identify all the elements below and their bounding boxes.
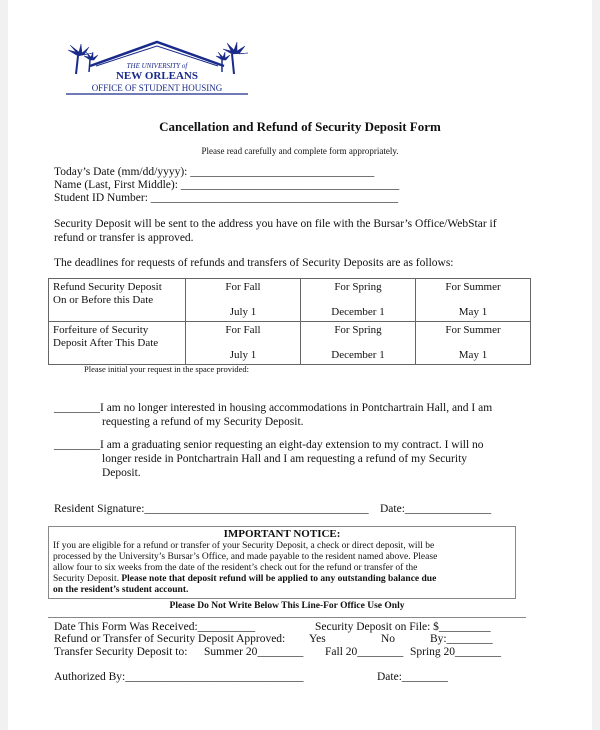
approved-no[interactable]: No	[381, 633, 396, 645]
important-notice	[48, 526, 516, 599]
date-received-field[interactable]: Date This Form Was Received:__________	[54, 621, 256, 633]
notice-line: Security Deposit. Please note that deposit refund will be applied to any outstanding balance due	[53, 574, 437, 584]
form-subtitle: Please read carefully and complete form appropriately.	[201, 146, 399, 156]
student-id-field[interactable]: Student ID Number: ___________________________________________	[54, 192, 399, 204]
initial-note: Please initial your request in the space provided:	[84, 364, 249, 374]
notice-line: allow four to six weeks from the date of the resident’s check out for the refund or transfer of the	[53, 563, 418, 573]
table-cell: For Summer May 1	[416, 279, 531, 322]
table-cell: For Spring December 1	[301, 279, 416, 322]
deadlines-intro: The deadlines for requests of refunds and transfers of Security Deposits are as follows:	[54, 257, 454, 269]
row-label: Forfeiture of Security Deposit After This Date	[49, 322, 186, 365]
resident-signature-field[interactable]: Resident Signature:_______________________________________	[54, 503, 369, 515]
approved-by-field[interactable]: By:________	[430, 633, 493, 645]
university-logo	[62, 38, 252, 100]
logo-line-2: NEW ORLEANS	[115, 70, 199, 82]
authorized-by-field[interactable]: Authorized By:_______________________________	[54, 671, 304, 683]
transfer-label: Transfer Security Deposit to:	[54, 646, 188, 658]
approved-yes[interactable]: Yes	[309, 633, 326, 645]
transfer-fall-field[interactable]: Fall 20________	[325, 646, 404, 658]
logo-line-3: OFFICE OF STUDENT HOUSING	[91, 83, 223, 93]
authorized-date-field[interactable]: Date:________	[377, 671, 448, 683]
form-title: Cancellation and Refund of Security Deposit Form	[159, 119, 441, 134]
transfer-spring-field[interactable]: Spring 20________	[410, 646, 502, 658]
table-cell: For Summer May 1	[416, 322, 531, 365]
notice-title: IMPORTANT NOTICE:	[223, 528, 341, 540]
signature-date-field[interactable]: Date:_______________	[380, 503, 492, 515]
row-label: Refund Security Deposit On or Before this Date	[49, 279, 186, 322]
notice-line: If you are eligible for a refund or transfer of your Security Deposit, a check or direct deposit, will be	[53, 541, 435, 551]
divider	[48, 617, 526, 618]
approved-label: Refund or Transfer of Security Deposit Approved:	[54, 633, 286, 645]
form-page	[8, 0, 592, 730]
table-cell: For Fall July 1	[186, 322, 301, 365]
office-use-heading: Please Do Not Write Below This Line-For Office Use Only	[169, 601, 405, 611]
deposit-note-line-2: refund or transfer is approved.	[54, 232, 194, 244]
notice-line: on the resident’s student account.	[53, 585, 189, 595]
name-field[interactable]: Name (Last, First Middle): ______________________________________	[54, 179, 400, 191]
table-cell: For Fall July 1	[186, 279, 301, 322]
notice-line: processed by the University’s Bursar’s Office, and made payable to the resident named above. Please	[53, 552, 438, 562]
table-row	[49, 279, 531, 322]
deadlines-table	[48, 278, 531, 365]
logo-line-1: THE UNIVERSITY of	[126, 62, 188, 70]
todays-date-field[interactable]: Today’s Date (mm/dd/yyyy): ________________________________	[54, 166, 375, 178]
option-1-line-1[interactable]: ________I am no longer interested in housing accommodations in Pontchartrain Hall, and I am	[54, 402, 493, 414]
option-1-line-2: requesting a refund of my Security Deposit.	[102, 416, 304, 428]
deposit-on-file-field[interactable]: Security Deposit on File: $_________	[315, 621, 491, 633]
transfer-summer-field[interactable]: Summer 20________	[204, 646, 304, 658]
option-2-line-2: longer reside in Pontchartrain Hall and I am requesting a refund of my Security	[102, 453, 468, 465]
option-2-line-1[interactable]: ________I am a graduating senior requesting an eight-day extension to my contract. I will no	[54, 439, 484, 451]
table-row	[49, 322, 531, 365]
deposit-note-line-1: Security Deposit will be sent to the address you have on file with the Bursar’s Office/WebStar if	[54, 218, 497, 230]
table-cell: For Spring December 1	[301, 322, 416, 365]
option-2-line-3: Deposit.	[102, 467, 141, 479]
